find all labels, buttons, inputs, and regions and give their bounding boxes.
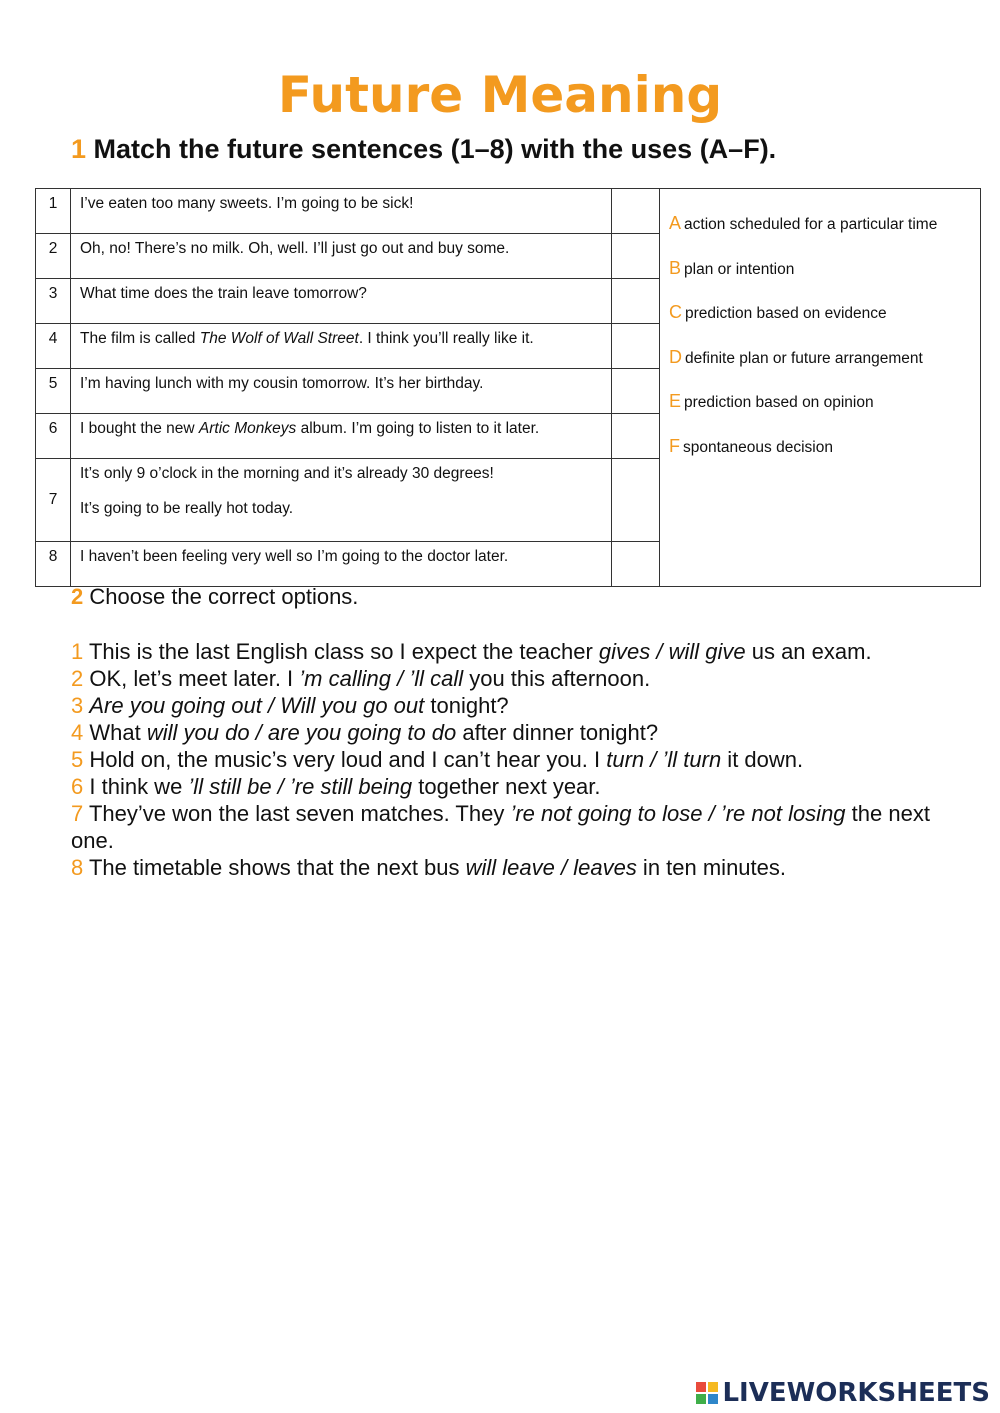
use-item [669,436,980,481]
italic-text: ’re not going to lose / ’re not losing [510,801,846,826]
list-item [71,692,951,719]
item-number: 8 [71,855,84,880]
answer-box[interactable] [612,279,660,324]
text-segment: I think we [89,774,189,799]
matching-table [35,188,981,587]
use-item [669,213,980,258]
sentence-number: 1 [36,189,71,234]
sentence-line: It’s only 9 o’clock in the morning and it’s already 30 degrees! [80,465,494,482]
use-letter: F [669,435,680,456]
use-text: prediction based on evidence [685,305,887,323]
logo-text: LIVEWORKSHEETS [722,1378,990,1408]
text-segment: tonight? [424,693,509,718]
use-letter: E [669,391,682,412]
section2-instruction: Choose the correct options. [89,584,359,609]
sentence-text [71,234,612,279]
text-segment: you this afternoon. [463,666,651,691]
section1-instruction: Match the future sentences (1–8) with the uses (A–F). [93,134,777,164]
sentence-number: 2 [36,234,71,279]
section2-heading [71,584,358,610]
use-text: plan or intention [684,260,795,278]
text-segment: Oh, no! There’s no milk. Oh, well. I’ll just go out and buy some. [80,240,510,257]
use-item [669,391,980,436]
italic-text: will you do / are you going to do [146,720,457,745]
sentence-number: 7 [36,459,71,542]
uses-list [660,189,980,481]
italic-text: will leave / leaves [465,855,637,880]
liveworksheets-logo [696,1378,990,1408]
italic-text: ’m calling / ’ll call [299,666,464,691]
answer-box[interactable] [612,369,660,414]
answer-box[interactable] [612,459,660,542]
use-letter: C [669,302,682,323]
use-text: prediction based on opinion [684,394,874,412]
answer-box[interactable] [612,234,660,279]
logo-square [708,1394,718,1404]
section1-heading [71,134,776,165]
sentence-text [71,279,612,324]
text-segment: in ten minutes. [636,855,786,880]
liveworksheets-logo-icon [696,1382,718,1404]
sentence-text [71,459,612,542]
text-segment: the next one. [71,801,930,853]
use-item [669,302,980,347]
italic-text: The Wolf of Wall Street [199,330,359,347]
text-segment: after dinner tonight? [456,720,659,745]
item-number: 4 [71,720,84,745]
item-number: 1 [71,639,84,664]
uses-list-cell [660,189,981,587]
item-number: 3 [71,693,84,718]
text-segment: Hold on, the music’s very loud and I can’t hear you. I [89,747,607,772]
italic-text: gives / will give [598,639,746,664]
page-title: Future Meaning [277,66,723,124]
use-text: action scheduled for a particular time [684,216,938,233]
list-item [71,665,951,692]
use-text: spontaneous decision [683,438,833,456]
text-segment: What [89,720,147,745]
use-letter: A [669,213,682,233]
use-item [669,347,980,392]
text-segment: I’ve eaten too many sweets. I’m going to be sick! [80,195,414,212]
answer-box[interactable] [612,414,660,459]
sentence-number: 3 [36,279,71,324]
text-segment: us an exam. [745,639,872,664]
text-segment: The film is called [80,330,200,347]
text-segment: I’m having lunch with my cousin tomorrow. It’s her birthday. [80,375,484,392]
section2-number: 2 [71,584,84,609]
use-letter: D [669,346,682,367]
use-text: definite plan or future arrangement [685,349,923,367]
item-number: 6 [71,774,84,799]
logo-square [696,1394,706,1404]
logo-square [708,1382,718,1392]
use-item [669,258,980,303]
text-segment: This is the last English class so I expect the teacher [88,639,599,664]
list-item [71,719,951,746]
sentence-text [71,369,612,414]
sentence-number: 8 [36,542,71,587]
list-item [71,800,951,854]
use-letter: B [669,257,682,278]
text-segment: album. I’m going to listen to it later. [296,420,540,437]
text-segment: . I think you’ll really like it. [358,330,534,347]
text-segment: it down. [721,747,804,772]
italic-text: ’ll still be / ’re still being [188,774,413,799]
answer-box[interactable] [612,189,660,234]
list-item [71,773,951,800]
list-item [71,854,951,881]
sentence-line: It’s going to be really hot today. [80,500,294,517]
logo-square [696,1382,706,1392]
text-segment: What time does the train leave tomorrow? [80,285,367,302]
section1-number: 1 [71,134,87,164]
list-item [71,638,951,665]
italic-text: Are you going out / Will you go out [89,693,425,718]
item-number: 2 [71,666,84,691]
answer-box[interactable] [612,324,660,369]
sentence-number: 5 [36,369,71,414]
text-segment: The timetable shows that the next bus [88,855,466,880]
sentence-number: 4 [36,324,71,369]
text-segment: together next year. [412,774,601,799]
italic-text: turn / ’ll turn [606,747,722,772]
answer-box[interactable] [612,542,660,587]
sentence-number: 6 [36,414,71,459]
italic-text: Artic Monkeys [198,420,297,437]
item-number: 5 [71,747,84,772]
sentence-text [71,542,612,587]
text-segment: I haven’t been feeling very well so I’m going to the doctor later. [80,548,509,565]
text-segment: They’ve won the last seven matches. They [88,801,511,826]
text-segment: OK, let’s meet later. I [89,666,300,691]
sentence-text [71,189,612,234]
table-row [36,189,981,234]
section2-items [71,638,951,881]
text-segment: I bought the new [80,420,199,437]
item-number: 7 [71,801,84,826]
list-item [71,746,951,773]
sentence-text [71,324,612,369]
sentence-text [71,414,612,459]
